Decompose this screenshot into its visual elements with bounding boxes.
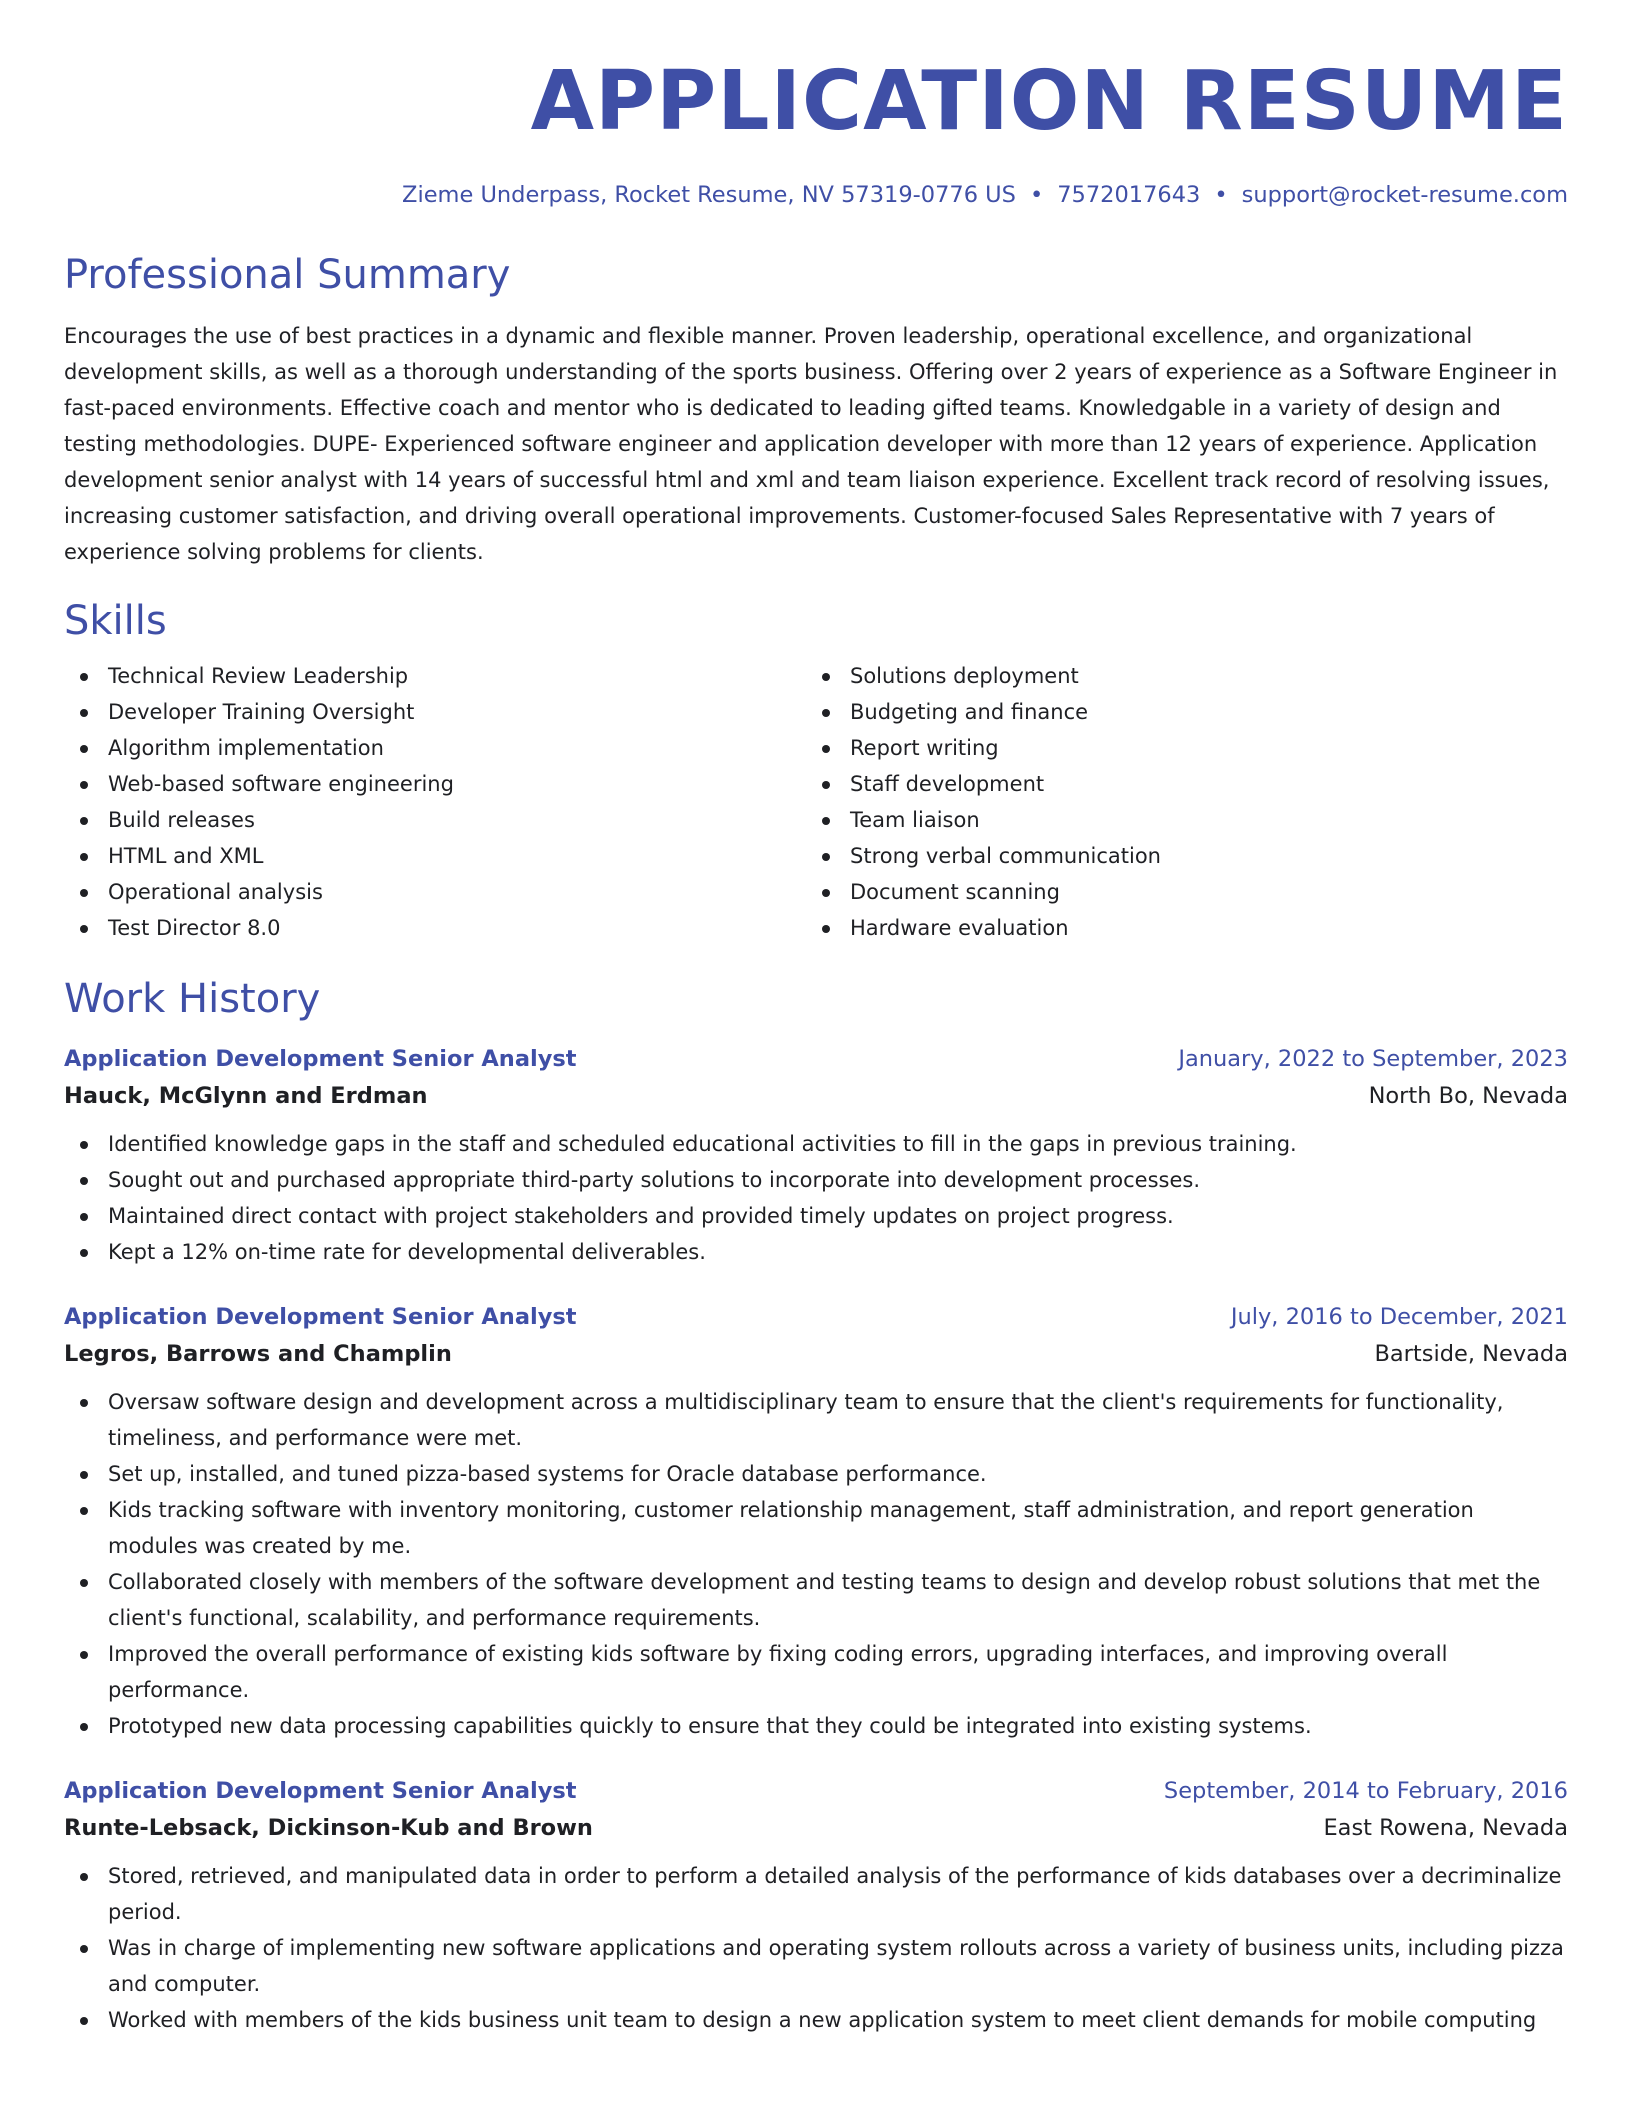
job-bullet: Oversaw software design and development across a multidisciplinary team to ensure that the client's requirements for functionality, timeliness, and performance were met. — [64, 1384, 1568, 1456]
skills-list — [64, 658, 1568, 946]
skill-item: Technical Review Leadership — [64, 658, 806, 694]
skill-item: Team liaison — [806, 802, 1548, 838]
job-bullets — [64, 1384, 1568, 1744]
job-company-row — [64, 1808, 1568, 1848]
contact-address: Zieme Underpass, Rocket Resume, NV 57319-0776 US — [402, 182, 1016, 208]
job-dates: July, 2016 to December, 2021 — [1230, 1304, 1568, 1330]
skill-item: Hardware evaluation — [806, 910, 1548, 946]
job-bullet: Stored, retrieved, and manipulated data in order to perform a detailed analysis of the performance of kids databases over a decriminalize period. — [64, 1858, 1568, 1930]
skill-item: Build releases — [64, 802, 806, 838]
job-location: East Rowena, Nevada — [1323, 1815, 1568, 1841]
job-bullet: Was in charge of implementing new software applications and operating system rollouts across a variety of business units, including pizza and computer. — [64, 1930, 1568, 2002]
skill-item: Budgeting and finance — [806, 694, 1548, 730]
summary-heading: Professional Summary — [64, 252, 511, 298]
contact-phone: 7572017643 — [1057, 182, 1201, 208]
job-dates: January, 2022 to September, 2023 — [1178, 1046, 1568, 1072]
job-header-row — [64, 1042, 1568, 1076]
job-bullet: Improved the overall performance of existing kids software by fixing coding errors, upgrading interfaces, and improving overall performance. — [64, 1636, 1568, 1708]
job-bullet: Identified knowledge gaps in the staff and scheduled educational activities to fill in the gaps in previous training. — [64, 1126, 1568, 1162]
skill-item: HTML and XML — [64, 838, 806, 874]
skill-item: Report writing — [806, 730, 1548, 766]
skill-item: Developer Training Oversight — [64, 694, 806, 730]
job-entry — [64, 1300, 1568, 1744]
skills-heading: Skills — [64, 598, 167, 644]
job-entry — [64, 1042, 1568, 1270]
job-company-row — [64, 1334, 1568, 1374]
skill-item: Test Director 8.0 — [64, 910, 806, 946]
skill-item: Web-based software engineering — [64, 766, 806, 802]
job-bullet: Sought out and purchased appropriate third-party solutions to incorporate into development processes. — [64, 1162, 1568, 1198]
job-title: Application Development Senior Analyst — [64, 1304, 577, 1330]
job-bullet: Maintained direct contact with project stakeholders and provided timely updates on project progress. — [64, 1198, 1568, 1234]
job-company: Legros, Barrows and Champlin — [64, 1341, 452, 1367]
job-entry — [64, 1774, 1568, 2038]
job-header-row — [64, 1774, 1568, 1808]
job-company-row — [64, 1076, 1568, 1116]
job-location: North Bo, Nevada — [1368, 1083, 1568, 1109]
skills-column-right — [806, 658, 1548, 946]
job-company: Runte-Lebsack, Dickinson-Kub and Brown — [64, 1815, 593, 1841]
skill-item: Algorithm implementation — [64, 730, 806, 766]
contact-separator: • — [1214, 182, 1228, 208]
job-header-row — [64, 1300, 1568, 1334]
job-company: Hauck, McGlynn and Erdman — [64, 1083, 428, 1109]
skill-item: Staff development — [806, 766, 1548, 802]
resume-page — [64, 0, 1568, 2038]
work-history-heading: Work History — [64, 976, 321, 1022]
job-title: Application Development Senior Analyst — [64, 1778, 577, 1804]
job-bullet: Kept a 12% on-time rate for developmental deliverables. — [64, 1234, 1568, 1270]
job-dates: September, 2014 to February, 2016 — [1163, 1778, 1568, 1804]
job-bullets — [64, 1126, 1568, 1270]
job-bullet: Set up, installed, and tuned pizza-based systems for Oracle database performance. — [64, 1456, 1568, 1492]
skill-item: Strong verbal communication — [806, 838, 1548, 874]
skill-item: Document scanning — [806, 874, 1548, 910]
skills-column-left — [64, 658, 806, 946]
job-title: Application Development Senior Analyst — [64, 1046, 577, 1072]
contact-email: support@rocket-resume.com — [1241, 182, 1568, 208]
job-location: Bartside, Nevada — [1374, 1341, 1568, 1367]
skill-item: Operational analysis — [64, 874, 806, 910]
summary-text: Encourages the use of best practices in a dynamic and flexible manner. Proven leadership, operational excellence, and organizational development skills, as well as a thorough understanding of the sports business. Offering over 2 years of experience as a Software Engineer in fast-paced environments. Effective coach and mentor who is dedicated to leading gifted teams. Knowledgable in a variety of design and testing methodologies. DUPE- Experienced software engineer and application developer with more than 12 years of experience. Application development senior analyst with 14 years of successful html and xml and team liaison experience. Excellent track record of resolving issues, increasing customer satisfaction, and driving overall operational improvements. Customer-focused Sales Representative with 7 years of experience solving problems for clients. — [64, 324, 1558, 564]
job-bullets — [64, 1858, 1568, 2038]
skill-item: Solutions deployment — [806, 658, 1548, 694]
job-bullet: Kids tracking software with inventory monitoring, customer relationship management, staff administration, and report generation modules was created by me. — [64, 1492, 1568, 1564]
job-bullet: Collaborated closely with members of the software development and testing teams to design and develop robust solutions that met the client's functional, scalability, and performance requirements. — [64, 1564, 1568, 1636]
job-bullet: Worked with members of the kids business unit team to design a new application system to meet client demands for mobile computing — [64, 2002, 1568, 2038]
contact-separator: • — [1029, 182, 1044, 208]
contact-line — [64, 180, 1568, 210]
resume-title: APPLICATION RESUME — [530, 54, 1568, 149]
job-bullet: Prototyped new data processing capabilities quickly to ensure that they could be integrated into existing systems. — [64, 1708, 1568, 1744]
